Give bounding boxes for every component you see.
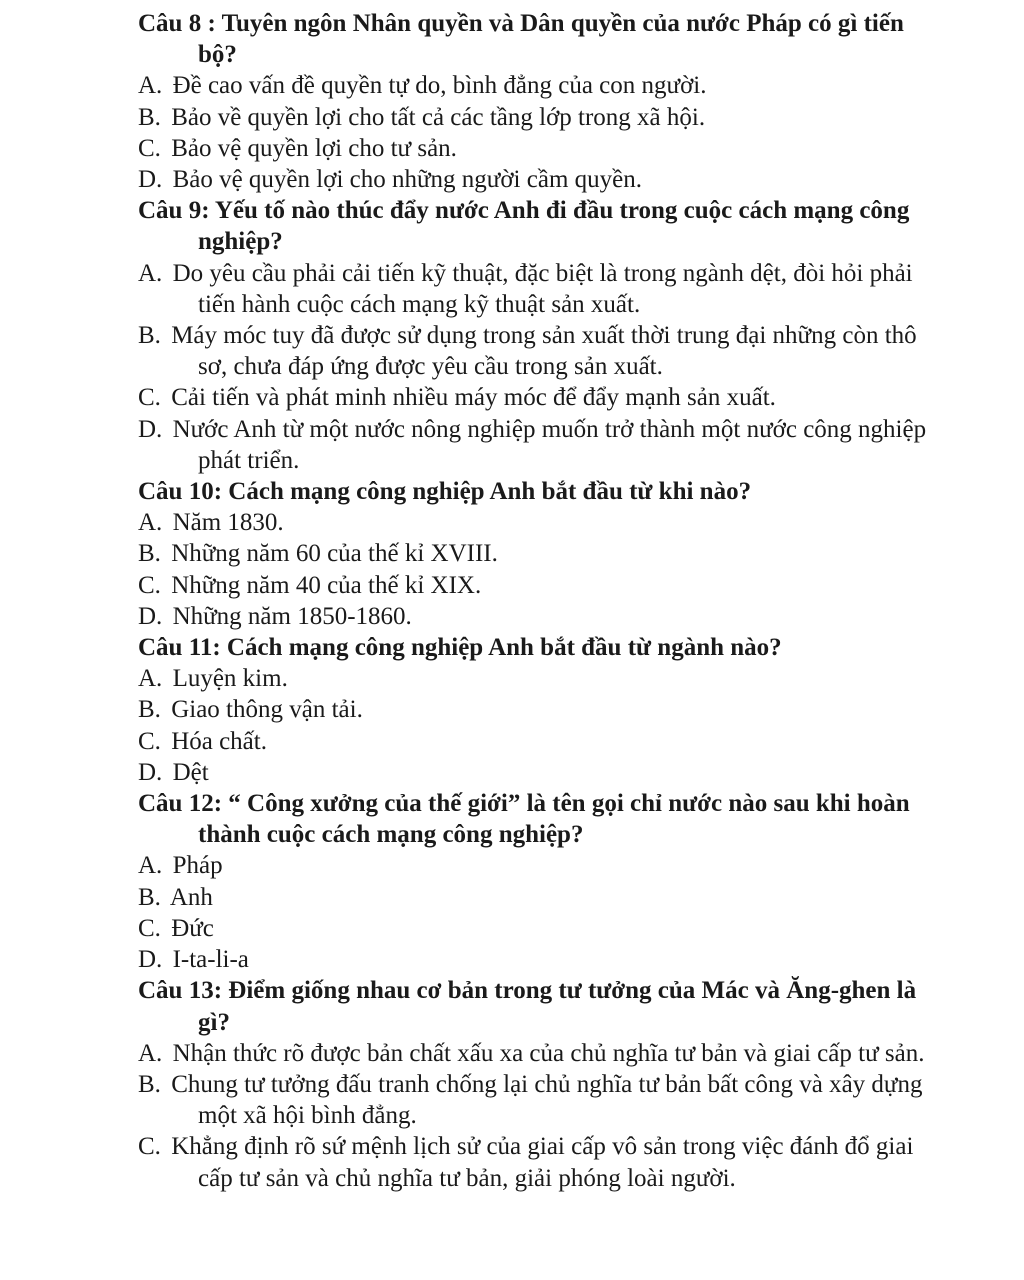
question-label: Câu 10: bbox=[138, 478, 223, 506]
option-text: Dệt bbox=[172, 758, 209, 786]
answer-option bbox=[138, 882, 928, 913]
option-letter: C. bbox=[138, 571, 161, 599]
option-letter: D. bbox=[138, 758, 163, 786]
option-letter: A. bbox=[138, 259, 163, 287]
question-text: Cách mạng công nghiệp Anh bắt đầu từ ngành nào? bbox=[226, 634, 782, 662]
option-letter: A. bbox=[138, 72, 163, 100]
answer-option bbox=[138, 663, 928, 694]
answer-option bbox=[138, 601, 928, 632]
question-title bbox=[138, 476, 928, 507]
question-label: Câu 11: bbox=[138, 634, 221, 662]
question-8 bbox=[138, 8, 928, 195]
option-text: Hóa chất. bbox=[171, 727, 267, 755]
answer-option bbox=[138, 133, 928, 164]
answer-option bbox=[138, 913, 928, 944]
answer-option bbox=[138, 164, 928, 195]
option-text: Đức bbox=[171, 914, 214, 942]
option-text: Nước Anh từ một nước nông nghiệp muốn trở thành một nước công nghiệp phát triển. bbox=[172, 415, 927, 474]
option-letter: C. bbox=[138, 384, 161, 412]
answer-option bbox=[138, 694, 928, 725]
question-label: Câu 13: bbox=[138, 977, 223, 1005]
option-text: Chung tư tưởng đấu tranh chống lại chủ nghĩa tư bản bất công và xây dựng một xã hội bình đẳng. bbox=[171, 1070, 923, 1130]
option-letter: C. bbox=[138, 914, 161, 942]
option-text: Máy móc tuy đã được sử dụng trong sản xuất thời trung đại những còn thô sơ, chưa đáp ứng được yêu cầu trong sản xuất. bbox=[171, 322, 917, 381]
question-title bbox=[138, 632, 928, 663]
option-letter: B. bbox=[138, 883, 161, 911]
option-letter: A. bbox=[138, 1039, 163, 1067]
answer-option bbox=[138, 258, 928, 320]
option-letter: A. bbox=[138, 509, 163, 537]
answer-option bbox=[138, 850, 928, 881]
option-letter: D. bbox=[138, 602, 163, 630]
answer-option bbox=[138, 726, 928, 757]
option-letter: D. bbox=[138, 166, 163, 194]
option-letter: D. bbox=[138, 946, 163, 974]
option-text: I-ta-li-a bbox=[172, 946, 249, 974]
answer-option bbox=[138, 944, 928, 975]
question-text: Điểm giống nhau cơ bản trong tư tưởng của Mác và Ăng-ghen là gì? bbox=[198, 977, 917, 1036]
option-text: Những năm 1850-1860. bbox=[172, 602, 412, 630]
option-text: Cải tiến và phát minh nhiều máy móc để đẩy mạnh sản xuất. bbox=[171, 384, 776, 412]
option-text: Bảo vệ quyền lợi cho tư sản. bbox=[171, 134, 457, 162]
option-text: Khẳng định rõ sứ mệnh lịch sử của giai cấp vô sản trong việc đánh đổ giai cấp tư sản và chủ nghĩa tư bản, giải phóng loài người. bbox=[171, 1133, 914, 1192]
answer-option bbox=[138, 757, 928, 788]
option-letter: C. bbox=[138, 1133, 161, 1161]
answer-option bbox=[138, 507, 928, 538]
question-13 bbox=[138, 975, 928, 1193]
question-text: Tuyên ngôn Nhân quyền và Dân quyền của nước Pháp có gì tiến bộ? bbox=[198, 10, 904, 69]
question-text: “ Công xưởng của thế giới” là tên gọi chỉ nước nào sau khi hoàn thành cuộc cách mạng công nghiệp? bbox=[198, 790, 910, 849]
option-letter: C. bbox=[138, 134, 161, 162]
answer-option bbox=[138, 102, 928, 133]
question-title bbox=[138, 788, 928, 850]
question-title bbox=[138, 8, 928, 70]
answer-option bbox=[138, 382, 928, 413]
option-letter: D. bbox=[138, 415, 163, 443]
option-letter: B. bbox=[138, 322, 161, 350]
option-letter: B. bbox=[138, 1070, 161, 1098]
option-text: Những năm 40 của thế kỉ XIX. bbox=[171, 571, 482, 599]
question-label: Câu 8 : bbox=[138, 10, 216, 37]
option-text: Pháp bbox=[172, 852, 223, 880]
option-text: Do yêu cầu phải cải tiến kỹ thuật, đặc biệt là trong ngành dệt, đòi hỏi phải tiến hành cuộc cách mạng kỹ thuật sản xuất. bbox=[172, 259, 913, 318]
question-9 bbox=[138, 195, 928, 476]
option-letter: B. bbox=[138, 103, 161, 131]
option-letter: B. bbox=[138, 696, 161, 724]
option-text: Những năm 60 của thế kỉ XVIII. bbox=[171, 540, 498, 568]
answer-option bbox=[138, 570, 928, 601]
answer-option bbox=[138, 1038, 928, 1069]
question-text: Cách mạng công nghiệp Anh bắt đầu từ khi nào? bbox=[228, 478, 752, 506]
option-text: Năm 1830. bbox=[172, 509, 284, 537]
option-text: Bảo vệ quyền lợi cho những người cầm quyền. bbox=[172, 166, 642, 194]
option-text: Giao thông vận tải. bbox=[171, 696, 363, 724]
question-label: Câu 9: bbox=[138, 197, 210, 225]
question-title bbox=[138, 195, 928, 257]
question-label: Câu 12: bbox=[138, 790, 223, 818]
answer-option bbox=[138, 414, 928, 476]
question-title bbox=[138, 975, 928, 1037]
option-text: Bảo về quyền lợi cho tất cả các tầng lớp trong xã hội. bbox=[171, 103, 706, 131]
question-text: Yếu tố nào thúc đẩy nước Anh đi đầu trong cuộc cách mạng công nghiệp? bbox=[198, 197, 910, 256]
option-text: Luyện kim. bbox=[172, 665, 288, 693]
question-10 bbox=[138, 476, 928, 632]
answer-option bbox=[138, 70, 928, 101]
option-letter: C. bbox=[138, 727, 161, 755]
question-11 bbox=[138, 632, 928, 788]
option-letter: B. bbox=[138, 540, 161, 568]
answer-option bbox=[138, 320, 928, 382]
question-12 bbox=[138, 788, 928, 975]
option-letter: A. bbox=[138, 852, 163, 880]
option-text: Nhận thức rõ được bản chất xấu xa của chủ nghĩa tư bản và giai cấp tư sản. bbox=[172, 1039, 925, 1067]
option-letter: A. bbox=[138, 665, 163, 693]
answer-option bbox=[138, 538, 928, 569]
option-text: Đề cao vấn đề quyền tự do, bình đẳng của con người. bbox=[172, 72, 707, 100]
option-text: Anh bbox=[169, 883, 213, 911]
answer-option bbox=[138, 1131, 928, 1193]
answer-option bbox=[138, 1069, 928, 1131]
